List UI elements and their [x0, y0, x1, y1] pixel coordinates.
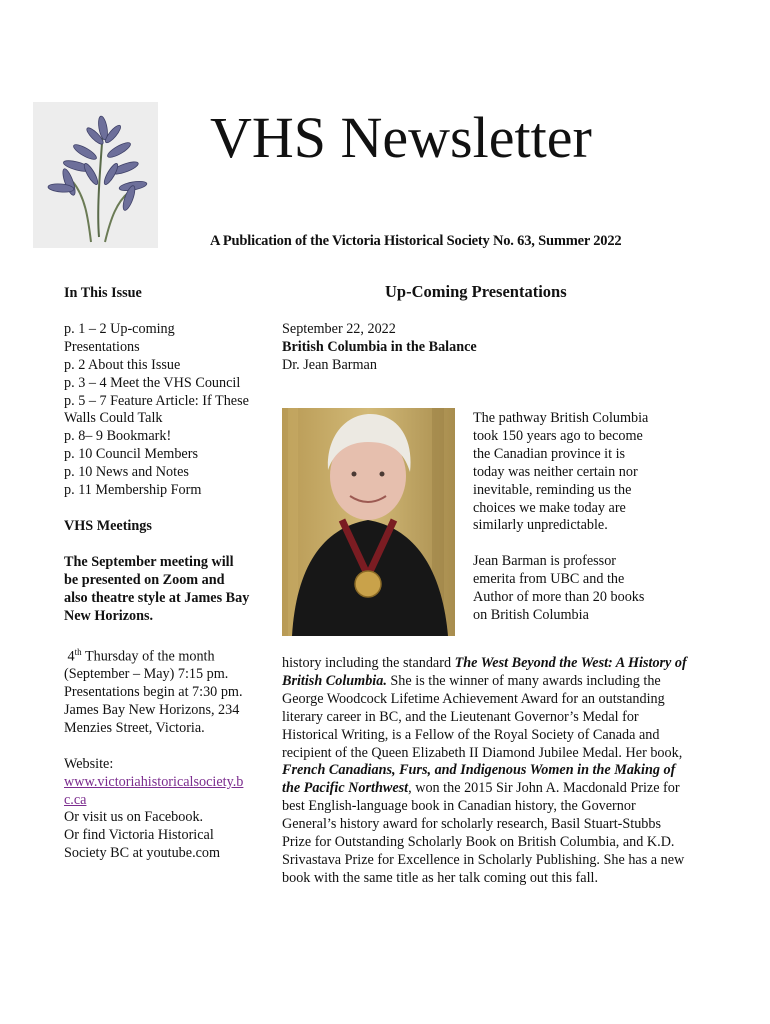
toc-item: p. 2 About this Issue — [64, 356, 181, 373]
speaker-intro — [473, 410, 653, 625]
meeting-venue: James Bay New Horizons, 234 Menzies Street, Victoria. — [64, 701, 240, 736]
newsletter-subtitle: A Publication of the Victoria Historical Society No. 63, Summer 2022 — [210, 233, 622, 249]
book-title: The West Beyond the West: A History of British Columbia. — [282, 655, 687, 689]
facebook-note: Or visit us on Facebook. — [64, 809, 204, 826]
toc-item: p. 11 Membership Form — [64, 482, 202, 499]
bio-text: , won the 2015 Sir John A. Macdonald Prize for best English-language book in Canadian history, the Governor General’s history award for scholarly research, Basil Stuart-Stubbs Prize for Outstanding Scholarly Book on British Columbia, and K.D. Srivastava Prize for Excellence in Scholarly Publishing. She has a new book with the same title as her talk coming out this fall. — [282, 780, 685, 886]
toc-item: p. 1 – 2 Up-coming Presentations — [64, 320, 175, 355]
bio-text: She is the winner of many awards including the George Woodcock Lifetime Achievement Award for an outstanding literary career in BC, and the Lieutenant Governor’s Medal for Historical Writing, is a Fellow of the Royal Society of Canada and recipient of the Queen Elizabeth II Diamond Jubilee Medal. Her book, — [282, 672, 683, 761]
event-title: British Columbia in the Balance — [282, 338, 477, 355]
speaker-photo — [282, 408, 455, 636]
schedule-text: Thursday of the month (September – May) 7:15 pm. Presentations begin at 7:30 pm. — [64, 648, 243, 701]
event-date: September 22, 2022 — [282, 321, 396, 337]
toc-heading: In This Issue — [64, 285, 142, 301]
intro-paragraph: The pathway British Columbia took 150 years ago to become the Canadian province it is today was neither certain nor inevitable, reminding us the choices we make today are similarly unpredictable. — [473, 410, 649, 534]
toc-item: p. 10 Council Members — [64, 446, 198, 463]
toc-item: p. 8– 9 Bookmark! — [64, 428, 172, 445]
event-speaker: Dr. Jean Barman — [282, 356, 377, 373]
schedule-day: 4 — [67, 648, 75, 665]
meetings-heading: VHS Meetings — [64, 517, 152, 534]
bio-paragraph-start: Jean Barman is professor emerita from UBC and the Author of more than 20 books on British Columbia — [473, 553, 645, 624]
toc-item: p. 5 – 7 Feature Article: If These Walls Could Talk — [64, 392, 249, 427]
schedule-ordinal: th — [74, 646, 82, 657]
sidebar — [64, 285, 250, 863]
speaker-bio — [282, 655, 692, 888]
website-label: Website: — [64, 755, 114, 772]
meetings-note: The September meeting will be presented on Zoom and also theatre style at James Bay New Horizons. — [64, 553, 250, 624]
website-link[interactable]: www.victoriahistoricalsociety.bc.ca — [64, 773, 244, 808]
bio-paragraph — [282, 655, 692, 888]
book-title: French Canadians, Furs, and Indigenous Women in the Making of the Pacific Northwest — [282, 762, 676, 797]
toc-list — [64, 321, 250, 500]
meeting-schedule — [64, 644, 250, 702]
presentations-heading: Up-Coming Presentations — [385, 282, 567, 301]
newsletter-title: VHS Newsletter — [210, 105, 592, 170]
youtube-note: Or find Victoria Historical Society BC at youtube.com — [64, 827, 221, 862]
bio-text: history including the standard — [282, 655, 455, 671]
toc-item: p. 10 News and Notes — [64, 464, 189, 481]
event-details — [282, 321, 477, 375]
toc-item: p. 3 – 4 Meet the VHS Council — [64, 374, 241, 391]
camas-flower-logo — [33, 102, 158, 248]
